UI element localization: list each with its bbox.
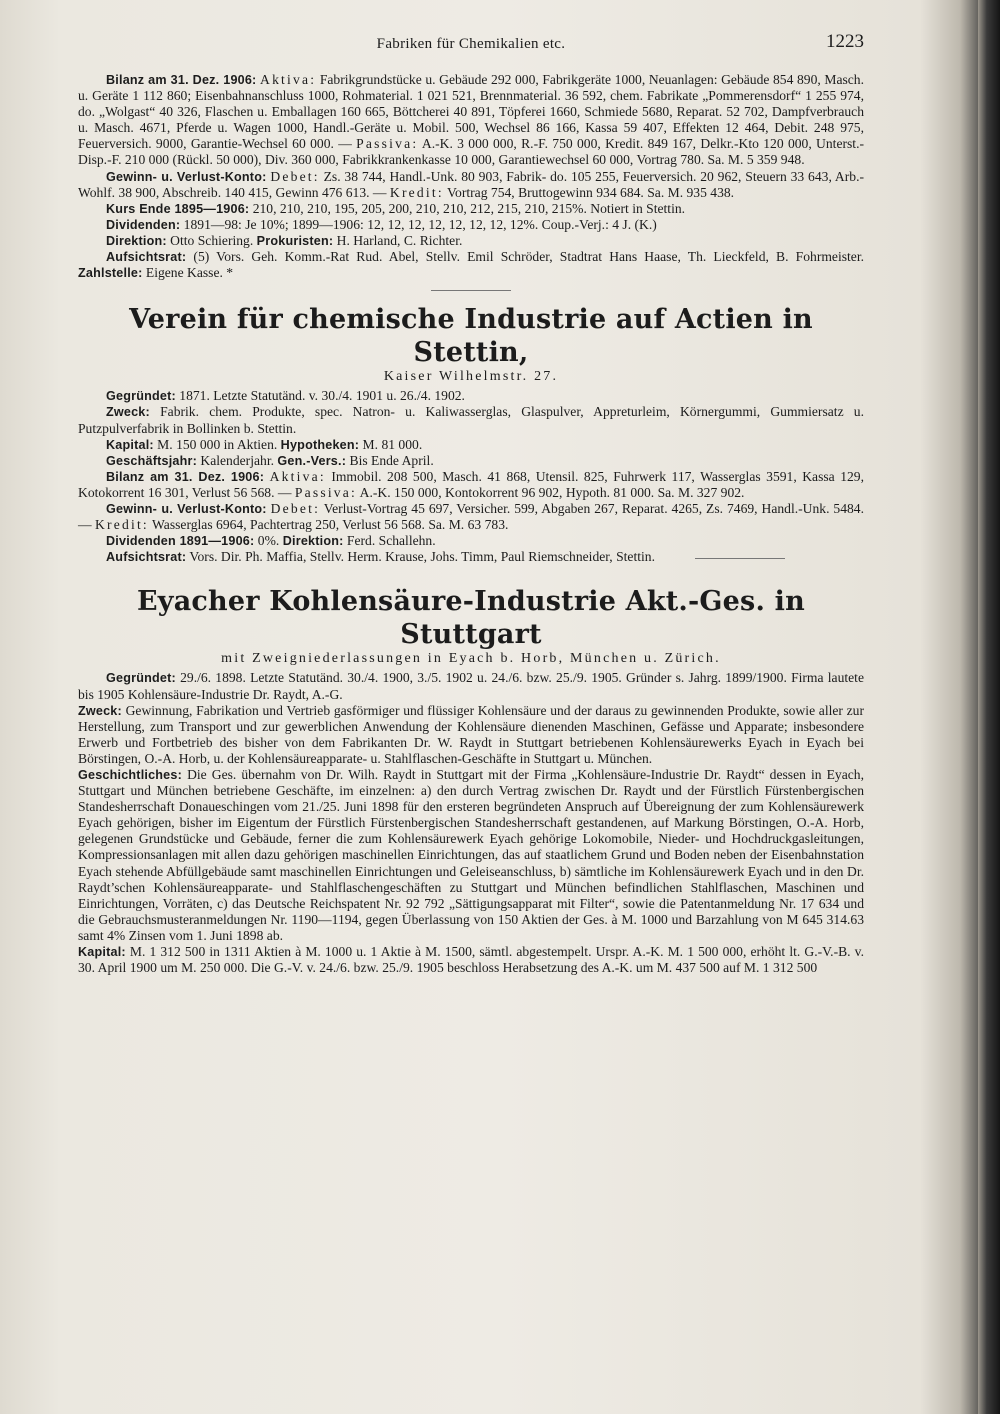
s2-div-label: Dividenden 1891—1906:: [106, 534, 255, 549]
s1-gv-text2: Vortrag 754, Bruttogewinn 934 684. Sa. M. 935 438.: [443, 184, 735, 200]
s3-gesch-text: Die Ges. übernahm von Dr. Wilh. Raydt in Stuttgart mit der Firma „Kohlensäure-Industrie Dr. Raydt“ dessen in Eyach, Stuttgart und München betriebene Geschäfte, im einzelnen: a) den durch Vertrag zwischen Dr. Raydt und der Fürstlich Fürstenbergischen Standesherrschaft Donaueschingen vom 21./25. Juni 1898 für den ersteren begründeten Anspruch auf Übereignung der zum Kohlensäurewerk Eyach gehörigen, bisher im Eigentum der Fürstlich Fürstenbergischen Standesherrschaft gestandenen, auf Markung Börstingen, O.-A. Horb, gelegenen Grundstücke und Gebäude, ferner die zum Kohlensäurewerk Eyach gehörige Lokomobile, Nieder- und Hochdruckgasleitungen, Kompressionsanlagen mit allen dazu gehörigen maschinellen Einrichtungen, das auf staatlichem Grund und Boden neben der Eisenbahnstation Eyach stehende Abfüllgebäude samt maschinellen Einrichtungen und Geleiseanschluss, b) sämtliche im Kohlensäurewerk Eyach und in den Dr. Raydt’schen Kohlensäureapparate- und Stahlflaschengeschäften zu Stuttgart und München befindlichen Stahlflaschen, Maschinen und Einrichtungen, Vorräten, c) das Deutsche Reichspatent Nr. 92 792 „Sättigungsapparat mit Filter“, sowie die Patentanmeldung Nr. 17 634 und die Gebrauchsmusteranmeldungen Nr. 1190—1194, gegen Überlassung von 150 Aktien der Ges. à M. 1000 und Barzahlung von M 645 314.63 samt 4% Zinsen vom 1. Juni 1898 ab.: [78, 767, 864, 943]
s3-gegruendet: [78, 670, 864, 702]
s2-gegr-label: Gegründet:: [106, 389, 176, 404]
s2-bilanz: [78, 469, 864, 501]
s2-zweck-text: Fabrik. chem. Produkte, spec. Natron- u. Kaliwasserglas, Glaspulver, Appreturleim, Körnergummi, Gummiersatz u. Putzpulverfabrik in Bollinken b. Stettin.: [78, 404, 864, 436]
s2-debet-label: Debet:: [270, 500, 321, 516]
s1-prok-text: H. Harland, C. Richter.: [333, 232, 463, 248]
s3-subtitle: mit Zweigniederlassungen in Eyach b. Horb, München u. Zürich.: [221, 651, 721, 667]
s2-gj-text: Kalenderjahr.: [197, 452, 278, 468]
s1-ar-text: (5) Vors. Geh. Komm.-Rat Rud. Abel, Stellv. Emil Schröder, Stadtrat Hans Haase, Th. Lieckfeld, B. Fohrmeister.: [186, 249, 864, 265]
s1-dir-label: Direktion:: [106, 233, 167, 248]
s2-gegr-text: 1871. Letzte Statutänd. v. 30./4. 1901 u. 26./4. 1902.: [175, 388, 465, 404]
s3-zweck-text: Gewinnung, Fabrikation und Vertrieb gasförmiger und flüssiger Kohlensäure und der daraus zu gewinnenden Produkte, sowie aller zur Herstellung, zum Transport und zur gewerblichen Anwendung der Kohlensäure dienenden Maschinen, Gefässe und Apparate; insbesondere Erwerb und Fortbetrieb des bisher von dem Fabrikanten Dr. W. Raydt in Stuttgart betriebenen Kohlensäurewerks Eyach in Eyach bei Börstingen, O.-A. Horb, u. der Kohlensäureapparate- u. Stahlflaschen-Geschäfte in Stuttgart u. München.: [78, 702, 864, 766]
s2-guv-text1: Verlust-Vortrag 45 697, Versicher. 599, Abgaben 267, Reparat. 4265, Zs. 7469, Handl.-Unk. 5484. —: [78, 500, 864, 533]
s2-bilanz-label: Bilanz am 31. Dez. 1906:: [106, 469, 265, 484]
s3-zweck-label: Zweck:: [78, 703, 122, 718]
s2-div-text: 0%.: [254, 533, 283, 549]
s2-bilanz-text1: Immobil. 208 500, Masch. 41 868, Utensil. 825, Fuhrwerk 117, Wasserglas 3591, Kassa 129, Kotokorrent 16 301, Verlust 56 568. —: [78, 468, 864, 500]
s2-guv: [78, 501, 864, 533]
s3-gegr-text: 29./6. 1898. Letzte Statutänd. 30./4. 1900, 3./5. 1902 u. 24./6. bzw. 25./9. 1905. Gründer s. Jahrg. 1899/1900. Firma lautete bis 1905 Kohlensäure-Industrie Dr. Raydt, A.-G.: [78, 670, 864, 702]
s2-geschaeftsjahr: [78, 453, 864, 469]
s1-ar-label: Aufsichtsrat:: [106, 250, 187, 265]
s2-guv-label: Gewinn- u. Verlust-Konto:: [106, 501, 267, 516]
s1-dir-text: Otto Schiering.: [166, 232, 257, 248]
s2-hyp-label: Hypotheken:: [280, 437, 360, 452]
s3-zweck: [78, 703, 864, 767]
s2-passiva-label: Passiva:: [294, 484, 358, 500]
s1-debet-label: Debet:: [270, 168, 320, 184]
running-title: Fabriken für Chemikalien etc.: [376, 36, 566, 52]
s2-dir-label: Direktion:: [282, 534, 344, 549]
s3-kap-text: M. 1 312 500 in 1311 Aktien à M. 1000 u. 1 Aktie à M. 1500, sämtl. abgestempelt. Urspr. A.-K. M. 1 500 000, erhöht lt. G.-V.-B. v. 30. April 1900 um M. 250 000. Die G.-V. v. 24./6. bzw. 25./9. 1905 beschloss Herabsetzung des A.-K. um M. 437 500 auf M. 1 312 500: [78, 944, 864, 976]
page-header: [78, 31, 864, 60]
section-divider: [431, 290, 511, 291]
s1-bilanz: [78, 72, 864, 169]
s1-kurs-text: 210, 210, 210, 195, 205, 200, 210, 210, 212, 215, 210, 215%. Notiert in Stettin.: [249, 200, 686, 216]
text-column: [78, 31, 865, 976]
s2-ar-text: Vors. Dir. Ph. Maffia, Stellv. Herm. Krause, Johs. Timm, Paul Riemschneider, Stettin.: [186, 549, 655, 565]
s1-kredit-label: Kredit:: [389, 184, 444, 200]
s1-kurs-label: Kurs Ende 1895—1906:: [106, 201, 250, 216]
s1-zahl-label: Zahlstelle:: [78, 266, 143, 281]
s2-address: Kaiser Wilhelmstr. 27.: [383, 369, 559, 385]
s2-company-title: Verein für chemische Industrie auf Actien in Stettin,: [129, 304, 813, 369]
s1-dividenden: [78, 217, 864, 233]
s3-company-title: Eyacher Kohlensäure-Industrie Akt.-Ges. in Stuttgart: [137, 586, 805, 651]
s2-aufsichtsrat: [78, 549, 864, 565]
s1-bilanz-text1: Fabrikgrundstücke u. Gebäude 292 000, Fabrikgeräte 1000, Neuanlagen: Gebäude 854 890, Masch. u. Geräte 1 112 860; Eisenbahnanschluss 1000, Rohmaterial. 1 021 521, Brennmaterial. 36 592, chem. Fabrikate „Pommerensdorf“ 1 255 974, do. „Wolgast“ 40 326, Flaschen u. Emballagen 160 665, Böttcherei 40 891, Töpferei 1660, Schmiede 5680, Reparat. 52 702, Dampfverbrauch u. Masch. 4671, Pferde u. Wagen 1000, Handl.-Geräte u. Mobil. 500, Wechsel 86 166, Kassa 59 407, Effekten 12 464, Debit. 248 975, Feuerversich. 9000, Garantie-Wechsel 60 000. —: [78, 72, 864, 152]
s2-hyp-text: M. 81 000.: [359, 436, 423, 452]
s2-gegruendet: [78, 388, 864, 404]
s1-div-text: 1891—98: Je 10%; 1899—1906: 12, 12, 12, 12, 12, 12, 12, 12%. Coup.-Verj.: 4 J. (K.): [180, 216, 657, 232]
s2-zweck: [78, 404, 864, 436]
s2-guv-text2: Wasserglas 6964, Pachtertrag 250, Verlust 56 568. Sa. M. 63 783.: [148, 517, 509, 533]
s1-kurs: [78, 201, 864, 217]
s2-kapital: [78, 437, 864, 453]
s3-gegr-label: Gegründet:: [106, 671, 176, 686]
s1-div-label: Dividenden:: [106, 217, 181, 232]
page-number: 1223: [826, 31, 864, 52]
s2-dividenden: [78, 533, 864, 549]
s1-passiva-label: Passiva:: [356, 136, 419, 152]
s2-genvers-label: Gen.-Vers.:: [277, 453, 347, 468]
s2-dir-text: Ferd. Schallehn.: [343, 533, 436, 549]
s1-gv: [78, 169, 864, 201]
s2-kap-label: Kapital:: [106, 437, 154, 452]
s1-zahl-text: Eigene Kasse. *: [142, 265, 234, 281]
s2-kap-text: M. 150 000 in Aktien.: [153, 436, 281, 452]
s1-direktion: [78, 233, 864, 249]
book-spine-shadow: [978, 0, 1000, 1414]
s1-aufsichtsrat: [78, 249, 864, 281]
s3-gesch-label: Geschichtliches:: [78, 768, 182, 782]
s1-prok-label: Prokuristen:: [256, 233, 334, 248]
s1-bilanz-label: Bilanz am 31. Dez. 1906:: [106, 73, 257, 87]
s3-kapital: [78, 944, 864, 976]
s1-gv-label: Gewinn- u. Verlust-Konto:: [106, 169, 267, 184]
s1-gv-text1: Zs. 38 744, Handl.-Unk. 80 903, Fabrik- do. 105 255, Feuerversich. 20 962, Steuern 33 643, Arb.-Wohlf. 38 900, Abschreib. 140 415, Gewinn 476 613. —: [78, 168, 864, 200]
s2-aktiva-label: Aktiva:: [269, 468, 326, 484]
s1-aktiva-label: Aktiva:: [260, 72, 317, 87]
s1-bilanz-text2: A.-K. 3 000 000, R.-F. 750 000, Kredit. 849 167, Delkr.-Kto 120 000, Unterst.-Disp.-F. 210 000 (Rückl. 50 000), Div. 360 000, Fabrikkrankenkasse 10 000, Garantiewechsel 60 000, Vortrag 780. Sa. M. 5 359 948.: [78, 136, 865, 168]
s2-genvers-text: Bis Ende April.: [346, 452, 434, 468]
s3-kap-label: Kapital:: [78, 945, 126, 960]
s2-bilanz-text2: A.-K. 150 000, Kontokorrent 96 902, Hypoth. 81 000. Sa. M. 327 902.: [357, 484, 745, 500]
s2-ar-label: Aufsichtsrat:: [106, 550, 187, 565]
s2-zweck-label: Zweck:: [106, 405, 150, 420]
s3-geschichtliches: [78, 767, 864, 944]
section-divider-2: [695, 558, 785, 559]
s2-kredit-label: Kredit:: [95, 517, 149, 533]
s2-gj-label: Geschäftsjahr:: [106, 453, 197, 468]
